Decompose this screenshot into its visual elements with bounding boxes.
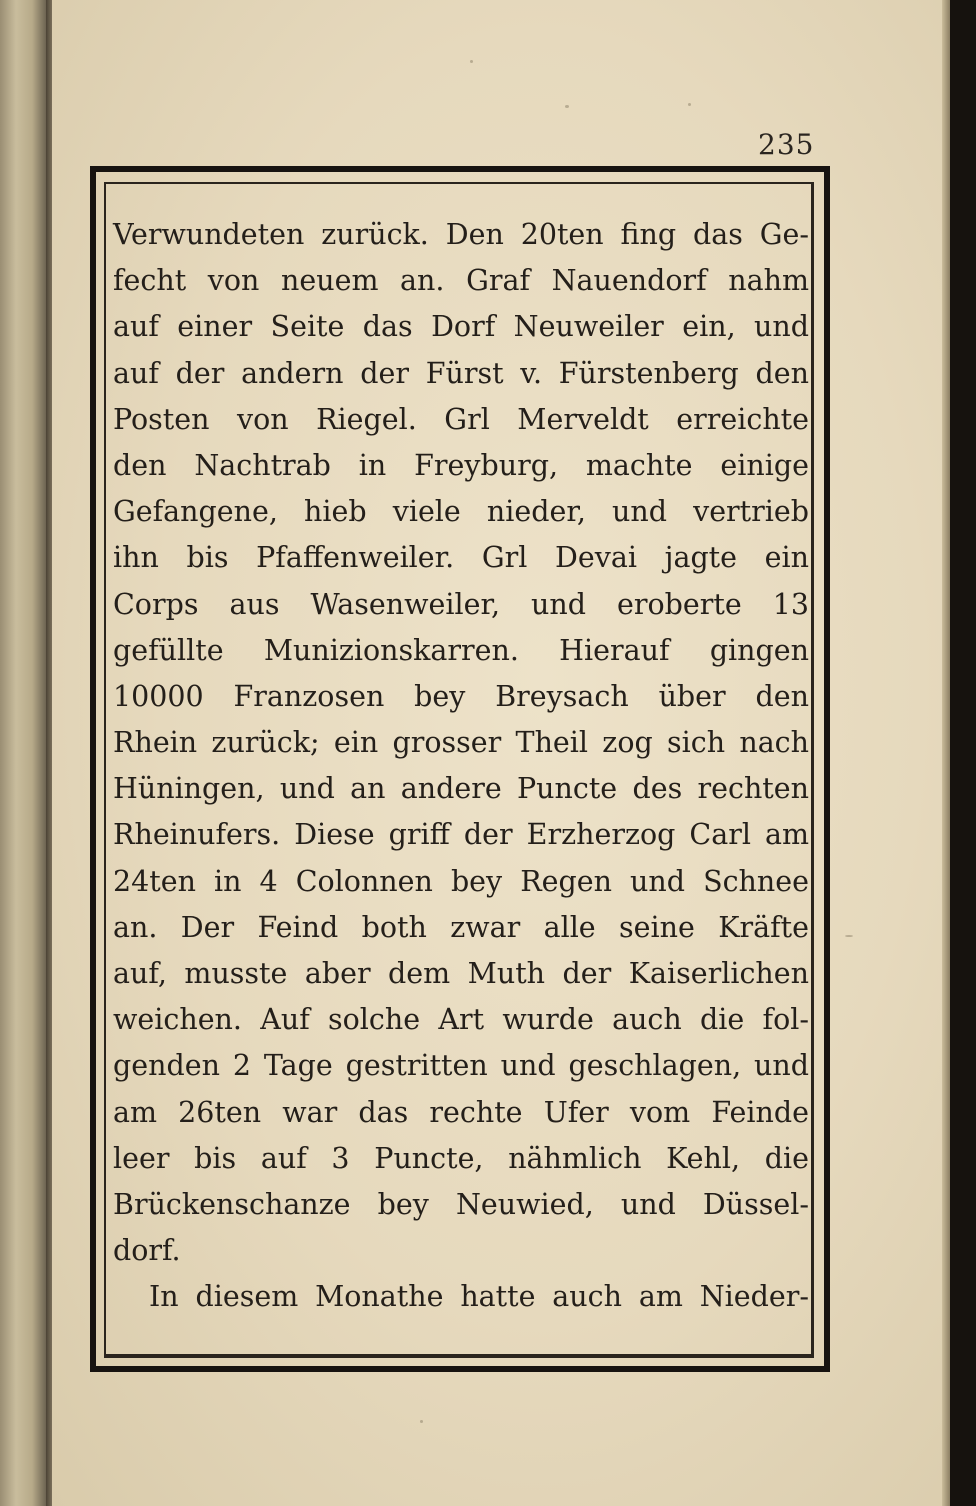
text-line: den Nachtrab in Freyburg, machte einige (113, 448, 809, 482)
paper-speck (420, 1420, 423, 1423)
text-line: auf der andern der Fürst v. Fürstenberg den (113, 356, 809, 390)
text-line: Hüningen, und an andere Puncte des rechten (113, 772, 809, 806)
page-number: 235 (758, 128, 815, 161)
text-line: 24ten in 4 Colonnen bey Regen und Schnee (113, 864, 809, 898)
text-line: leer bis auf 3 Puncte, nähmlich Kehl, die (113, 1141, 809, 1175)
text-line: Verwundeten zurück. Den 20ten fing das Ge- (113, 218, 809, 251)
text-line: gefüllte Munizionskarren. Hierauf gingen (113, 633, 809, 667)
text-line: 10000 Franzosen bey Breysach über den (113, 679, 809, 713)
text-line: ihn bis Pfaffenweiler. Grl Devai jagte ein (113, 541, 809, 575)
text-line: auf einer Seite das Dorf Neuweiler ein, und (113, 310, 809, 344)
paper-speck (845, 935, 853, 937)
previous-page-edge (0, 0, 46, 1506)
page-edge (942, 0, 950, 1506)
paper-speck (470, 60, 473, 63)
text-line: Gefangene, hieb viele nieder, und vertrieb (113, 495, 809, 529)
body-text (113, 212, 809, 1321)
paragraph-end-line: dorf. (113, 1234, 181, 1268)
paper-speck (688, 103, 691, 106)
text-line: genden 2 Tage gestritten und geschlagen, und (113, 1049, 809, 1083)
text-line: Posten von Riegel. Grl Merveldt erreichte (113, 402, 809, 436)
text-line: am 26ten war das rechte Ufer vom Feinde (113, 1095, 809, 1129)
text-line: Rheinufers. Diese griff der Erzherzog Carl am (113, 818, 809, 852)
text-line: Corps aus Wasenweiler, und eroberte 13 (113, 587, 809, 621)
scan-background (950, 0, 976, 1506)
text-line: fecht von neuem an. Graf Nauendorf nahm (113, 264, 809, 298)
text-line: Rhein zurück; ein grosser Theil zog sich nach (113, 726, 809, 760)
text-line: auf, musste aber dem Muth der Kaiserlichen (113, 957, 809, 990)
paragraph-start-line: In diesem Monathe hatte auch am Nieder- (149, 1280, 809, 1314)
paper-speck (565, 105, 569, 108)
text-line: an. Der Feind both zwar alle seine Kräfte (113, 910, 809, 944)
text-line: weichen. Auf solche Art wurde auch die fol- (113, 1003, 809, 1037)
text-line: Brückenschanze bey Neuwied, und Düssel- (113, 1187, 809, 1221)
